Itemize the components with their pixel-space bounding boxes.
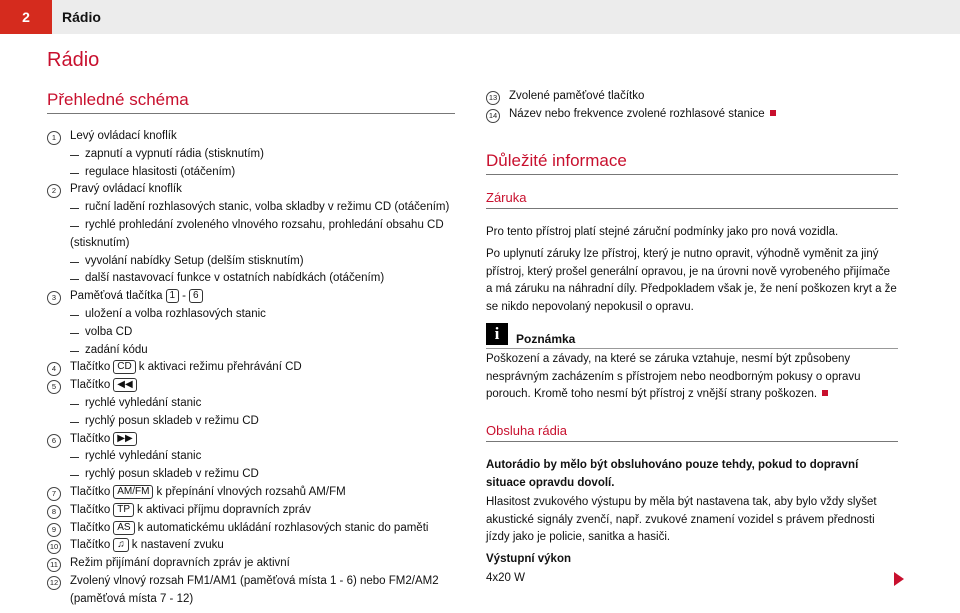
item-text: Tlačítko (70, 432, 111, 445)
page-title: Rádio (47, 49, 100, 71)
warranty-paragraph-1: Pro tento přístroj platí stejné záruční podmínky jako pro nová vozidla. (486, 226, 839, 238)
operation-heading: Obsluha rádia (486, 423, 898, 442)
warranty-paragraph-2: Po uplynutí záruky lze přístroj, který je nutno opravit, výhodně vyměnit za jiný přístroj, který prošel generální opravou, je na úrovni nově vyrobeného přijímače a má záruku na náhradní díly. Předpokladem však je, že není poškozen kryt a že se nikdo nepovolaný nepokusil o opravu. (486, 248, 897, 313)
item-number-badge: 14 (486, 109, 500, 123)
item-text: Tlačítko (70, 485, 111, 498)
numbered-item (47, 181, 457, 199)
item-text: (paměťová místa 7 - 12) (70, 592, 194, 605)
item-text: Tlačítko (70, 361, 111, 374)
item-text: Režim přijímání dopravních zpráv je aktivní (70, 557, 290, 570)
sub-item (47, 253, 457, 271)
item-text: zapnutí a vypnutí rádia (stisknutím) (85, 147, 264, 160)
item-number-badge: 9 (47, 523, 61, 537)
sub-item (47, 199, 457, 217)
item-text: Tlačítko (70, 379, 111, 392)
item-text: k přepínání vlnových rozsahů AM/FM (156, 485, 346, 498)
item-text: uložení a volba rozhlasových stanic (85, 307, 266, 320)
numbered-item (47, 377, 457, 395)
note-text: Poškození a závady, na které se záruka vztahuje, nesmí být způsobeny nesprávným zacházením s přístrojem nebo neodborným pokusy o opravu porouch. Kromě toho nesmí být přístroj z vnější strany poškozen. (486, 353, 861, 400)
button-key-label: TP (113, 503, 134, 517)
button-key-label: 6 (189, 289, 203, 303)
sub-item (47, 448, 457, 466)
sub-item (47, 306, 457, 324)
numbered-item (47, 573, 457, 591)
item-text: regulace hlasitosti (otáčením) (85, 165, 236, 178)
button-key-label: ▶▶ (113, 432, 136, 446)
numbered-item (486, 88, 898, 106)
button-key-label: AM/FM (113, 485, 153, 499)
sub-item (47, 342, 457, 360)
sub-item (47, 146, 457, 164)
sub-item (47, 164, 457, 182)
numbered-item (47, 484, 457, 502)
item-text: k nastavení zvuku (131, 539, 224, 552)
button-key-label: AS (113, 521, 134, 535)
info-icon: i (486, 323, 508, 345)
numbered-item (47, 359, 457, 377)
item-text: další nastavovací funkce v ostatních nabídkách (otáčením) (85, 272, 385, 285)
sub-item (47, 217, 457, 235)
item-number-badge: 11 (47, 558, 61, 572)
numbered-item (47, 502, 457, 520)
item-text: rychlý posun skladeb v režimu CD (85, 468, 259, 481)
numbered-item (47, 288, 457, 306)
continuation-line (47, 591, 457, 609)
overview-heading: Přehledné schéma (47, 90, 455, 114)
item-text: rychlý posun skladeb v režimu CD (85, 414, 259, 427)
numbered-item (47, 555, 457, 573)
item-text: rychlé vyhledání stanic (85, 450, 202, 463)
numbered-item (486, 106, 898, 124)
item-text: Levý ovládací knoflík (70, 130, 177, 142)
item-text: k aktivaci příjmu dopravních zpráv (137, 503, 311, 516)
item-text: volba CD (85, 325, 133, 338)
item-number-badge: 3 (47, 291, 61, 305)
sub-item (47, 395, 457, 413)
item-number-badge: 2 (47, 184, 61, 198)
numbered-item (47, 431, 457, 449)
item-text: Zvolené paměťové tlačítko (509, 90, 645, 102)
running-title: Rádio (62, 9, 101, 25)
numbered-item (47, 128, 457, 146)
button-key-label: CD (113, 360, 135, 374)
sub-item (47, 413, 457, 431)
item-text: Tlačítko (70, 521, 111, 534)
item-text: vyvolání nabídky Setup (delším stisknutím) (85, 254, 304, 267)
operation-warning: Autorádio by mělo být obsluhováno pouze tehdy, pokud to dopravní situace opravdu dovolí. (486, 459, 859, 489)
item-number-badge: 8 (47, 505, 61, 519)
continuation-line (47, 235, 457, 253)
note-title: Poznámka (516, 332, 576, 346)
output-heading: Výstupní výkon (486, 553, 571, 565)
sub-item (47, 270, 457, 288)
page-number: 2 (0, 0, 52, 34)
button-key-label: 1 (166, 289, 180, 303)
item-text: Pravý ovládací knoflík (70, 183, 182, 196)
item-text: rychlé prohledání zvoleného vlnového rozsahu, prohledání obsahu CD (85, 218, 444, 231)
note-divider (486, 348, 898, 349)
item-text: k automatickému ukládání rozhlasových stanic do paměti (137, 521, 429, 534)
item-text: Paměťová tlačítka (70, 290, 163, 303)
item-number-badge: 13 (486, 91, 500, 105)
note-box (486, 323, 898, 353)
important-info-heading: Důležité informace (486, 151, 898, 175)
overview-list (47, 128, 457, 609)
item-number-badge: 7 (47, 487, 61, 501)
item-text: Tlačítko (70, 503, 111, 516)
end-marker-icon (822, 390, 828, 396)
item-text: - (182, 290, 186, 303)
end-marker-icon (770, 110, 776, 116)
item-number-badge: 1 (47, 131, 61, 145)
item-number-badge: 4 (47, 362, 61, 376)
item-text: (stisknutím) (70, 236, 130, 249)
item-text: Tlačítko (70, 539, 111, 552)
numbered-item (47, 537, 457, 555)
item-text: Zvolený vlnový rozsah FM1/AM1 (paměťová místa 1 - 6) nebo FM2/AM2 (70, 574, 439, 587)
sub-item (47, 466, 457, 484)
item-text: zadání kódu (85, 343, 148, 356)
item-text: Název nebo frekvence zvolené rozhlasové stanice (509, 107, 765, 120)
item-text: k aktivaci režimu přehrávání CD (138, 361, 302, 374)
button-key-label: ◀◀ (113, 378, 136, 392)
numbered-item (47, 520, 457, 538)
item-text: rychlé vyhledání stanic (85, 396, 202, 409)
sub-item (47, 324, 457, 342)
item-number-badge: 10 (47, 540, 61, 554)
button-key-label: ♫ (113, 538, 129, 552)
warranty-heading: Záruka (486, 190, 898, 209)
output-value: 4x20 W (486, 572, 525, 584)
item-text: ruční ladění rozhlasových stanic, volba skladby v režimu CD (otáčením) (85, 201, 450, 214)
item-number-badge: 5 (47, 380, 61, 394)
operation-paragraph: Hlasitost zvukového výstupu by měla být nastavena tak, aby bylo vždy slyšet akustické signály zvenčí, např. zvukové znamení vozidel s právem přednosti jízdy jako je policie, sanitka a hasiči. (486, 496, 877, 543)
top-bar (0, 0, 960, 34)
display-items-list (486, 88, 898, 124)
item-number-badge: 12 (47, 576, 61, 590)
next-page-arrow-icon (894, 572, 904, 586)
item-number-badge: 6 (47, 434, 61, 448)
